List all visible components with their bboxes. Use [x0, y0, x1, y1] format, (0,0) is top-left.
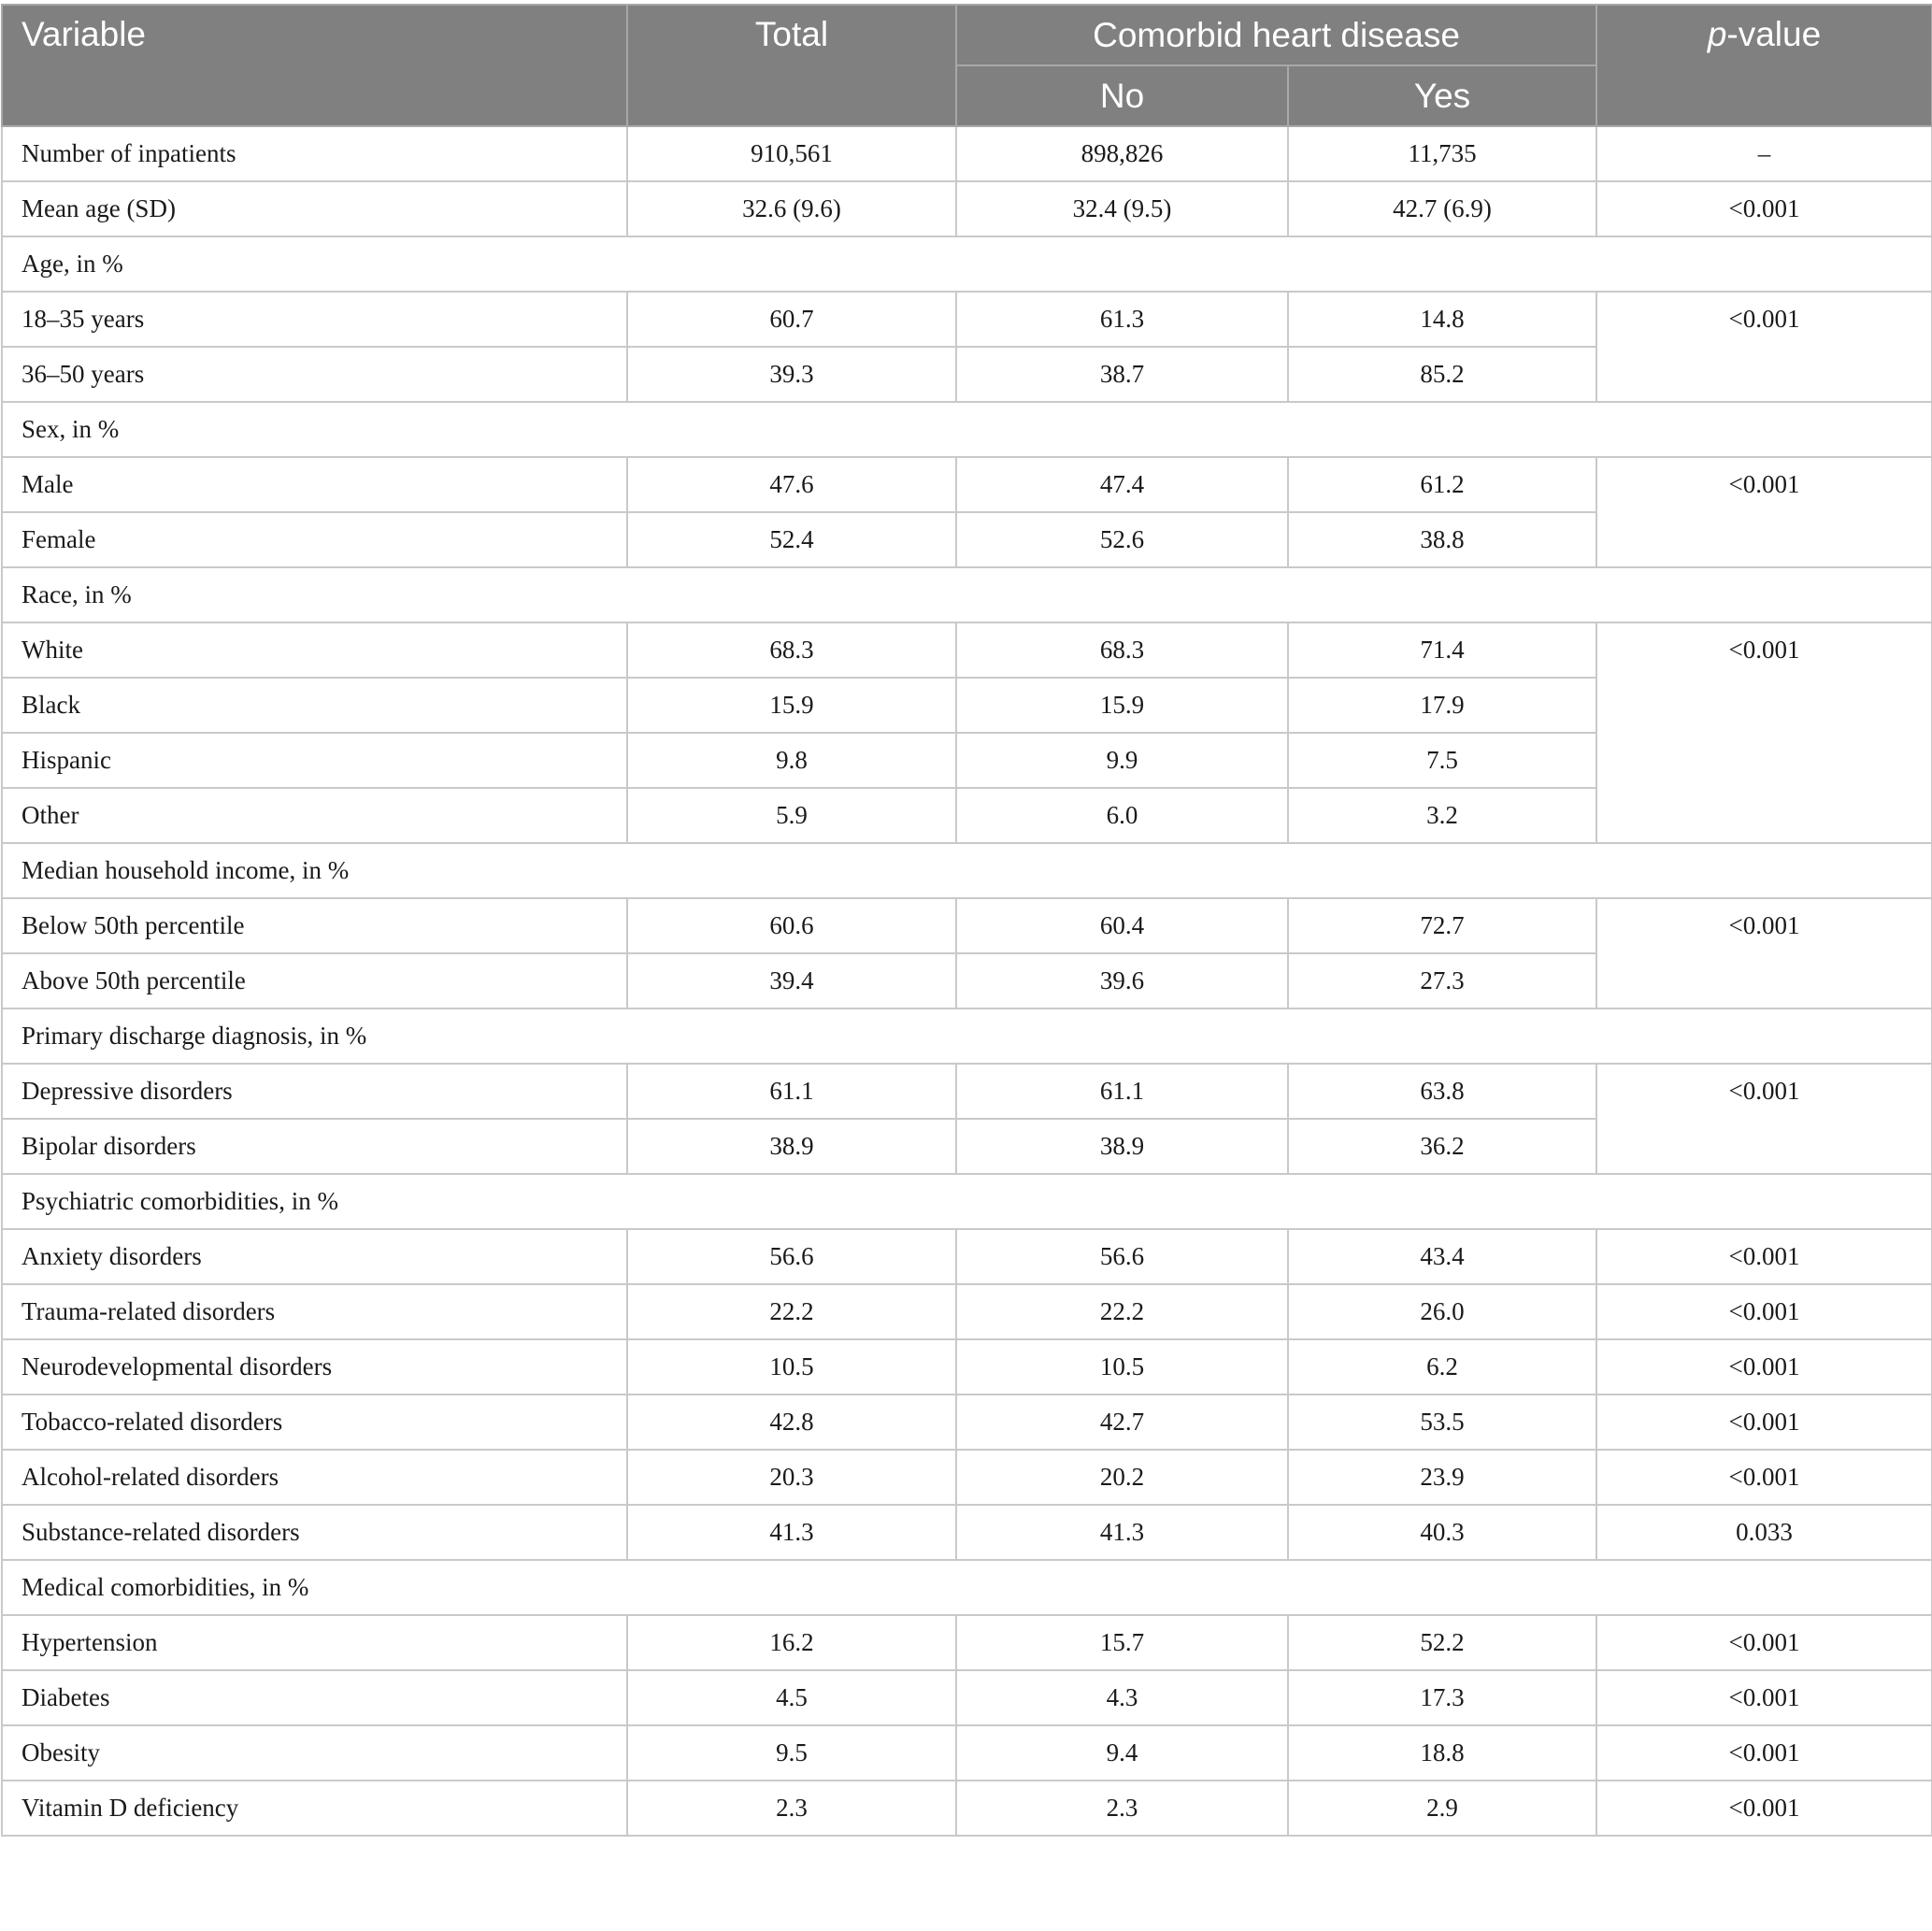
cell-no: 4.3 [956, 1670, 1288, 1725]
cell-no: 9.9 [956, 733, 1288, 788]
cell-total: 42.8 [627, 1395, 956, 1450]
section-row [2, 1560, 1932, 1615]
section-row [2, 1174, 1932, 1229]
header-p-value [1596, 5, 1932, 126]
cell-p-value: – [1596, 126, 1932, 181]
cell-yes: 85.2 [1288, 347, 1596, 402]
cell-p-value: 0.033 [1596, 1505, 1932, 1560]
cell-yes: 26.0 [1288, 1284, 1596, 1339]
header-p-italic: p [1707, 15, 1727, 53]
cell-no: 42.7 [956, 1395, 1288, 1450]
characteristics-table [1, 4, 1932, 1837]
cell-p-value: <0.001 [1596, 622, 1932, 843]
cell-total: 61.1 [627, 1064, 956, 1119]
section-label-age: Age, in % [2, 236, 1932, 292]
cell-p-value: <0.001 [1596, 1781, 1932, 1836]
row-label: Above 50th percentile [2, 953, 627, 1008]
table-row [2, 1615, 1932, 1670]
cell-yes: 27.3 [1288, 953, 1596, 1008]
table-row [2, 1781, 1932, 1836]
cell-yes: 53.5 [1288, 1395, 1596, 1450]
cell-yes: 38.8 [1288, 512, 1596, 567]
section-label-psychiatric: Psychiatric comorbidities, in % [2, 1174, 1932, 1229]
cell-yes: 11,735 [1288, 126, 1596, 181]
cell-no: 9.4 [956, 1725, 1288, 1781]
cell-total: 52.4 [627, 512, 956, 567]
cell-total: 910,561 [627, 126, 956, 181]
cell-no: 68.3 [956, 622, 1288, 678]
cell-total: 60.6 [627, 898, 956, 953]
table-row [2, 898, 1932, 953]
table-header [2, 5, 1932, 126]
cell-no: 15.9 [956, 678, 1288, 733]
cell-no: 6.0 [956, 788, 1288, 843]
row-label: Mean age (SD) [2, 181, 627, 236]
cell-yes: 2.9 [1288, 1781, 1596, 1836]
cell-p-value: <0.001 [1596, 1229, 1932, 1284]
cell-no: 2.3 [956, 1781, 1288, 1836]
cell-total: 9.8 [627, 733, 956, 788]
section-row [2, 236, 1932, 292]
row-label: Hispanic [2, 733, 627, 788]
cell-p-value: <0.001 [1596, 1725, 1932, 1781]
cell-yes: 72.7 [1288, 898, 1596, 953]
table-row [2, 457, 1932, 512]
cell-p-value: <0.001 [1596, 1450, 1932, 1505]
table-row [2, 1229, 1932, 1284]
row-label: Substance-related disorders [2, 1505, 627, 1560]
cell-total: 10.5 [627, 1339, 956, 1395]
cell-total: 56.6 [627, 1229, 956, 1284]
table-row [2, 126, 1932, 181]
cell-total: 4.5 [627, 1670, 956, 1725]
row-label: 18–35 years [2, 292, 627, 347]
row-label: Bipolar disorders [2, 1119, 627, 1174]
cell-no: 56.6 [956, 1229, 1288, 1284]
cell-p-value: <0.001 [1596, 292, 1932, 402]
table-row [2, 622, 1932, 678]
cell-no: 39.6 [956, 953, 1288, 1008]
section-row [2, 843, 1932, 898]
cell-p-value: <0.001 [1596, 1615, 1932, 1670]
row-label: White [2, 622, 627, 678]
cell-no: 52.6 [956, 512, 1288, 567]
cell-yes: 40.3 [1288, 1505, 1596, 1560]
cell-total: 41.3 [627, 1505, 956, 1560]
cell-no: 898,826 [956, 126, 1288, 181]
cell-total: 32.6 (9.6) [627, 181, 956, 236]
row-label: Number of inpatients [2, 126, 627, 181]
cell-no: 15.7 [956, 1615, 1288, 1670]
cell-yes: 23.9 [1288, 1450, 1596, 1505]
cell-yes: 36.2 [1288, 1119, 1596, 1174]
section-label-medical: Medical comorbidities, in % [2, 1560, 1932, 1615]
cell-no: 41.3 [956, 1505, 1288, 1560]
row-label: Other [2, 788, 627, 843]
cell-total: 9.5 [627, 1725, 956, 1781]
row-label: Anxiety disorders [2, 1229, 627, 1284]
cell-no: 38.9 [956, 1119, 1288, 1174]
cell-yes: 6.2 [1288, 1339, 1596, 1395]
cell-p-value: <0.001 [1596, 1284, 1932, 1339]
cell-no: 20.2 [956, 1450, 1288, 1505]
table-row [2, 1725, 1932, 1781]
cell-yes: 63.8 [1288, 1064, 1596, 1119]
section-label-diagnosis: Primary discharge diagnosis, in % [2, 1008, 1932, 1064]
cell-total: 5.9 [627, 788, 956, 843]
cell-yes: 71.4 [1288, 622, 1596, 678]
cell-total: 20.3 [627, 1450, 956, 1505]
cell-no: 60.4 [956, 898, 1288, 953]
section-row [2, 1008, 1932, 1064]
cell-p-value: <0.001 [1596, 1395, 1932, 1450]
section-row [2, 567, 1932, 622]
cell-total: 39.3 [627, 347, 956, 402]
cell-yes: 52.2 [1288, 1615, 1596, 1670]
cell-yes: 42.7 (6.9) [1288, 181, 1596, 236]
cell-p-value: <0.001 [1596, 1670, 1932, 1725]
cell-total: 15.9 [627, 678, 956, 733]
table-row [2, 1284, 1932, 1339]
table-row [2, 1450, 1932, 1505]
section-label-income: Median household income, in % [2, 843, 1932, 898]
header-total: Total [627, 5, 956, 126]
table-body [2, 126, 1932, 1836]
table-row [2, 1064, 1932, 1119]
section-label-sex: Sex, in % [2, 402, 1932, 457]
cell-yes: 17.9 [1288, 678, 1596, 733]
cell-total: 39.4 [627, 953, 956, 1008]
cell-no: 61.3 [956, 292, 1288, 347]
table-row [2, 292, 1932, 347]
row-label: Trauma-related disorders [2, 1284, 627, 1339]
cell-total: 38.9 [627, 1119, 956, 1174]
row-label: Diabetes [2, 1670, 627, 1725]
row-label: Female [2, 512, 627, 567]
row-label: 36–50 years [2, 347, 627, 402]
cell-no: 61.1 [956, 1064, 1288, 1119]
row-label: Depressive disorders [2, 1064, 627, 1119]
section-label-race: Race, in % [2, 567, 1932, 622]
cell-total: 47.6 [627, 457, 956, 512]
header-p-rest: -value [1726, 15, 1822, 53]
table-row [2, 1505, 1932, 1560]
cell-no: 10.5 [956, 1339, 1288, 1395]
header-comorbid-heart-disease: Comorbid heart disease [956, 5, 1596, 65]
cell-yes: 43.4 [1288, 1229, 1596, 1284]
cell-yes: 61.2 [1288, 457, 1596, 512]
row-label: Obesity [2, 1725, 627, 1781]
cell-total: 2.3 [627, 1781, 956, 1836]
cell-p-value: <0.001 [1596, 181, 1932, 236]
row-label: Black [2, 678, 627, 733]
cell-p-value: <0.001 [1596, 1339, 1932, 1395]
cell-total: 60.7 [627, 292, 956, 347]
row-label: Neurodevelopmental disorders [2, 1339, 627, 1395]
cell-no: 47.4 [956, 457, 1288, 512]
cell-p-value: <0.001 [1596, 457, 1932, 567]
cell-yes: 7.5 [1288, 733, 1596, 788]
row-label: Hypertension [2, 1615, 627, 1670]
cell-yes: 14.8 [1288, 292, 1596, 347]
cell-total: 22.2 [627, 1284, 956, 1339]
row-label: Alcohol-related disorders [2, 1450, 627, 1505]
cell-yes: 18.8 [1288, 1725, 1596, 1781]
cell-yes: 17.3 [1288, 1670, 1596, 1725]
table-row [2, 181, 1932, 236]
cell-yes: 3.2 [1288, 788, 1596, 843]
cell-no: 32.4 (9.5) [956, 181, 1288, 236]
cell-no: 38.7 [956, 347, 1288, 402]
cell-p-value: <0.001 [1596, 898, 1932, 1008]
table-row [2, 1395, 1932, 1450]
header-variable: Variable [2, 5, 627, 126]
cell-p-value: <0.001 [1596, 1064, 1932, 1174]
row-label: Below 50th percentile [2, 898, 627, 953]
cell-total: 16.2 [627, 1615, 956, 1670]
table-row [2, 1339, 1932, 1395]
row-label: Tobacco-related disorders [2, 1395, 627, 1450]
section-row [2, 402, 1932, 457]
table-row [2, 1670, 1932, 1725]
header-no: No [956, 65, 1288, 126]
row-label: Vitamin D deficiency [2, 1781, 627, 1836]
header-yes: Yes [1288, 65, 1596, 126]
cell-total: 68.3 [627, 622, 956, 678]
row-label: Male [2, 457, 627, 512]
cell-no: 22.2 [956, 1284, 1288, 1339]
